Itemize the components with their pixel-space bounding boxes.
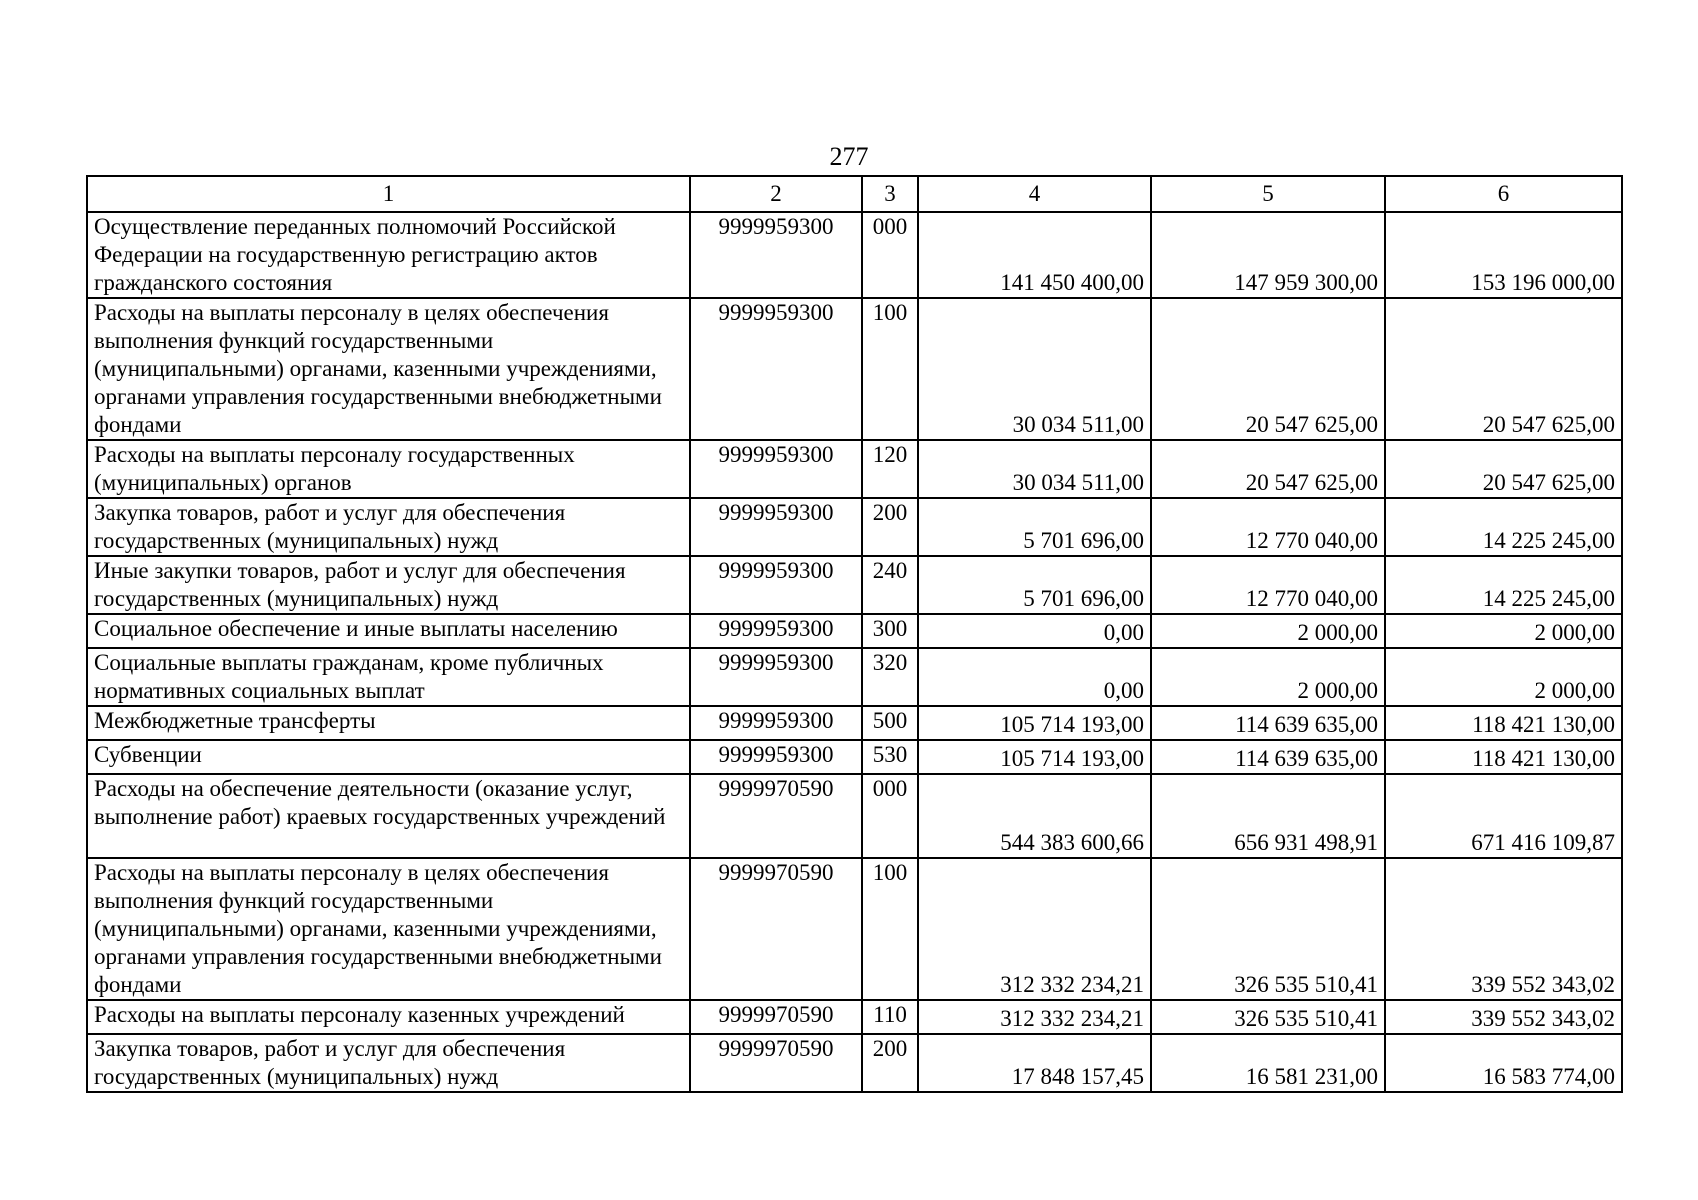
table-row <box>87 740 1622 774</box>
row-expense-type-cell: 000 <box>862 774 918 858</box>
row-code-cell: 9999970590 <box>690 774 862 858</box>
row-value-col4-cell: 312 332 234,21 <box>918 858 1151 1000</box>
table-row <box>87 556 1622 614</box>
row-name-cell: Социальные выплаты гражданам, кроме публичных нормативных социальных выплат <box>87 648 690 706</box>
row-code-cell: 9999959300 <box>690 706 862 740</box>
row-value-col6-cell: 118 421 130,00 <box>1385 706 1622 740</box>
row-code-cell: 9999959300 <box>690 298 862 440</box>
row-name-cell: Иные закупки товаров, работ и услуг для обеспечения государственных (муниципальных) нужд <box>87 556 690 614</box>
table-row <box>87 706 1622 740</box>
row-name-cell: Межбюджетные трансферты <box>87 706 690 740</box>
table-row <box>87 614 1622 648</box>
row-value-col6-cell: 20 547 625,00 <box>1385 440 1622 498</box>
row-value-col5-cell: 12 770 040,00 <box>1151 556 1385 614</box>
header-row <box>87 176 1622 212</box>
row-expense-type-cell: 240 <box>862 556 918 614</box>
table-row <box>87 498 1622 556</box>
row-value-col4-cell: 30 034 511,00 <box>918 440 1151 498</box>
row-value-col5-cell: 147 959 300,00 <box>1151 212 1385 298</box>
row-value-col5-cell: 20 547 625,00 <box>1151 298 1385 440</box>
table-row <box>87 774 1622 858</box>
row-code-cell: 9999970590 <box>690 1000 862 1034</box>
row-expense-type-cell: 110 <box>862 1000 918 1034</box>
row-name-cell: Осуществление переданных полномочий Российской Федерации на государственную регистрацию актов гражданского состояния <box>87 212 690 298</box>
row-expense-type-cell: 320 <box>862 648 918 706</box>
row-expense-type-cell: 120 <box>862 440 918 498</box>
row-name-cell: Закупка товаров, работ и услуг для обеспечения государственных (муниципальных) нужд <box>87 1034 690 1092</box>
row-value-col4-cell: 105 714 193,00 <box>918 740 1151 774</box>
row-value-col6-cell: 339 552 343,02 <box>1385 1000 1622 1034</box>
row-value-col4-cell: 0,00 <box>918 614 1151 648</box>
row-code-cell: 9999959300 <box>690 498 862 556</box>
row-expense-type-cell: 100 <box>862 858 918 1000</box>
row-name-cell: Расходы на выплаты персоналу в целях обеспечения выполнения функций государственными (муниципальными) органами, казенными учреждениями, органами управления государственными внебюджетными фондами <box>87 298 690 440</box>
row-code-cell: 9999959300 <box>690 556 862 614</box>
row-value-col6-cell: 14 225 245,00 <box>1385 556 1622 614</box>
row-name-cell: Субвенции <box>87 740 690 774</box>
column-header: 4 <box>918 176 1151 212</box>
row-name-cell: Расходы на выплаты персоналу казенных учреждений <box>87 1000 690 1034</box>
table-row <box>87 298 1622 440</box>
table-row <box>87 858 1622 1000</box>
row-value-col5-cell: 12 770 040,00 <box>1151 498 1385 556</box>
row-code-cell: 9999959300 <box>690 212 862 298</box>
row-value-col4-cell: 312 332 234,21 <box>918 1000 1151 1034</box>
row-code-cell: 9999959300 <box>690 648 862 706</box>
row-value-col4-cell: 0,00 <box>918 648 1151 706</box>
budget-table <box>86 175 1623 1093</box>
row-value-col4-cell: 544 383 600,66 <box>918 774 1151 858</box>
row-expense-type-cell: 100 <box>862 298 918 440</box>
column-header: 3 <box>862 176 918 212</box>
row-value-col5-cell: 326 535 510,41 <box>1151 858 1385 1000</box>
row-value-col5-cell: 326 535 510,41 <box>1151 1000 1385 1034</box>
row-code-cell: 9999970590 <box>690 858 862 1000</box>
row-value-col6-cell: 153 196 000,00 <box>1385 212 1622 298</box>
row-value-col5-cell: 114 639 635,00 <box>1151 706 1385 740</box>
row-value-col4-cell: 17 848 157,45 <box>918 1034 1151 1092</box>
row-value-col5-cell: 2 000,00 <box>1151 648 1385 706</box>
row-value-col5-cell: 16 581 231,00 <box>1151 1034 1385 1092</box>
row-value-col6-cell: 14 225 245,00 <box>1385 498 1622 556</box>
row-value-col4-cell: 5 701 696,00 <box>918 498 1151 556</box>
row-name-cell: Социальное обеспечение и иные выплаты населению <box>87 614 690 648</box>
row-value-col6-cell: 2 000,00 <box>1385 614 1622 648</box>
table-row <box>87 440 1622 498</box>
row-name-cell: Расходы на выплаты персоналу в целях обеспечения выполнения функций государственными (муниципальными) органами, казенными учреждениями, органами управления государственными внебюджетными фондами <box>87 858 690 1000</box>
row-value-col6-cell: 118 421 130,00 <box>1385 740 1622 774</box>
row-name-cell: Расходы на выплаты персоналу государственных (муниципальных) органов <box>87 440 690 498</box>
table-row <box>87 648 1622 706</box>
column-header: 5 <box>1151 176 1385 212</box>
table-row <box>87 1000 1622 1034</box>
row-value-col5-cell: 656 931 498,91 <box>1151 774 1385 858</box>
row-code-cell: 9999959300 <box>690 740 862 774</box>
row-value-col5-cell: 20 547 625,00 <box>1151 440 1385 498</box>
row-value-col6-cell: 671 416 109,87 <box>1385 774 1622 858</box>
row-value-col5-cell: 114 639 635,00 <box>1151 740 1385 774</box>
row-expense-type-cell: 200 <box>862 1034 918 1092</box>
row-value-col4-cell: 105 714 193,00 <box>918 706 1151 740</box>
column-header: 6 <box>1385 176 1622 212</box>
row-value-col4-cell: 5 701 696,00 <box>918 556 1151 614</box>
row-code-cell: 9999970590 <box>690 1034 862 1092</box>
table-body <box>87 212 1622 1092</box>
column-header: 2 <box>690 176 862 212</box>
row-value-col4-cell: 30 034 511,00 <box>918 298 1151 440</box>
column-header: 1 <box>87 176 690 212</box>
row-name-cell: Расходы на обеспечение деятельности (оказание услуг, выполнение работ) краевых государственных учреждений <box>87 774 690 858</box>
table-row <box>87 212 1622 298</box>
row-value-col6-cell: 16 583 774,00 <box>1385 1034 1622 1092</box>
row-expense-type-cell: 200 <box>862 498 918 556</box>
table-row <box>87 1034 1622 1092</box>
row-expense-type-cell: 000 <box>862 212 918 298</box>
row-expense-type-cell: 300 <box>862 614 918 648</box>
row-value-col6-cell: 339 552 343,02 <box>1385 858 1622 1000</box>
row-value-col6-cell: 20 547 625,00 <box>1385 298 1622 440</box>
row-value-col5-cell: 2 000,00 <box>1151 614 1385 648</box>
page-number: 277 <box>829 142 869 171</box>
row-value-col4-cell: 141 450 400,00 <box>918 212 1151 298</box>
row-name-cell: Закупка товаров, работ и услуг для обеспечения государственных (муниципальных) нужд <box>87 498 690 556</box>
row-expense-type-cell: 530 <box>862 740 918 774</box>
row-code-cell: 9999959300 <box>690 440 862 498</box>
row-code-cell: 9999959300 <box>690 614 862 648</box>
row-value-col6-cell: 2 000,00 <box>1385 648 1622 706</box>
row-expense-type-cell: 500 <box>862 706 918 740</box>
